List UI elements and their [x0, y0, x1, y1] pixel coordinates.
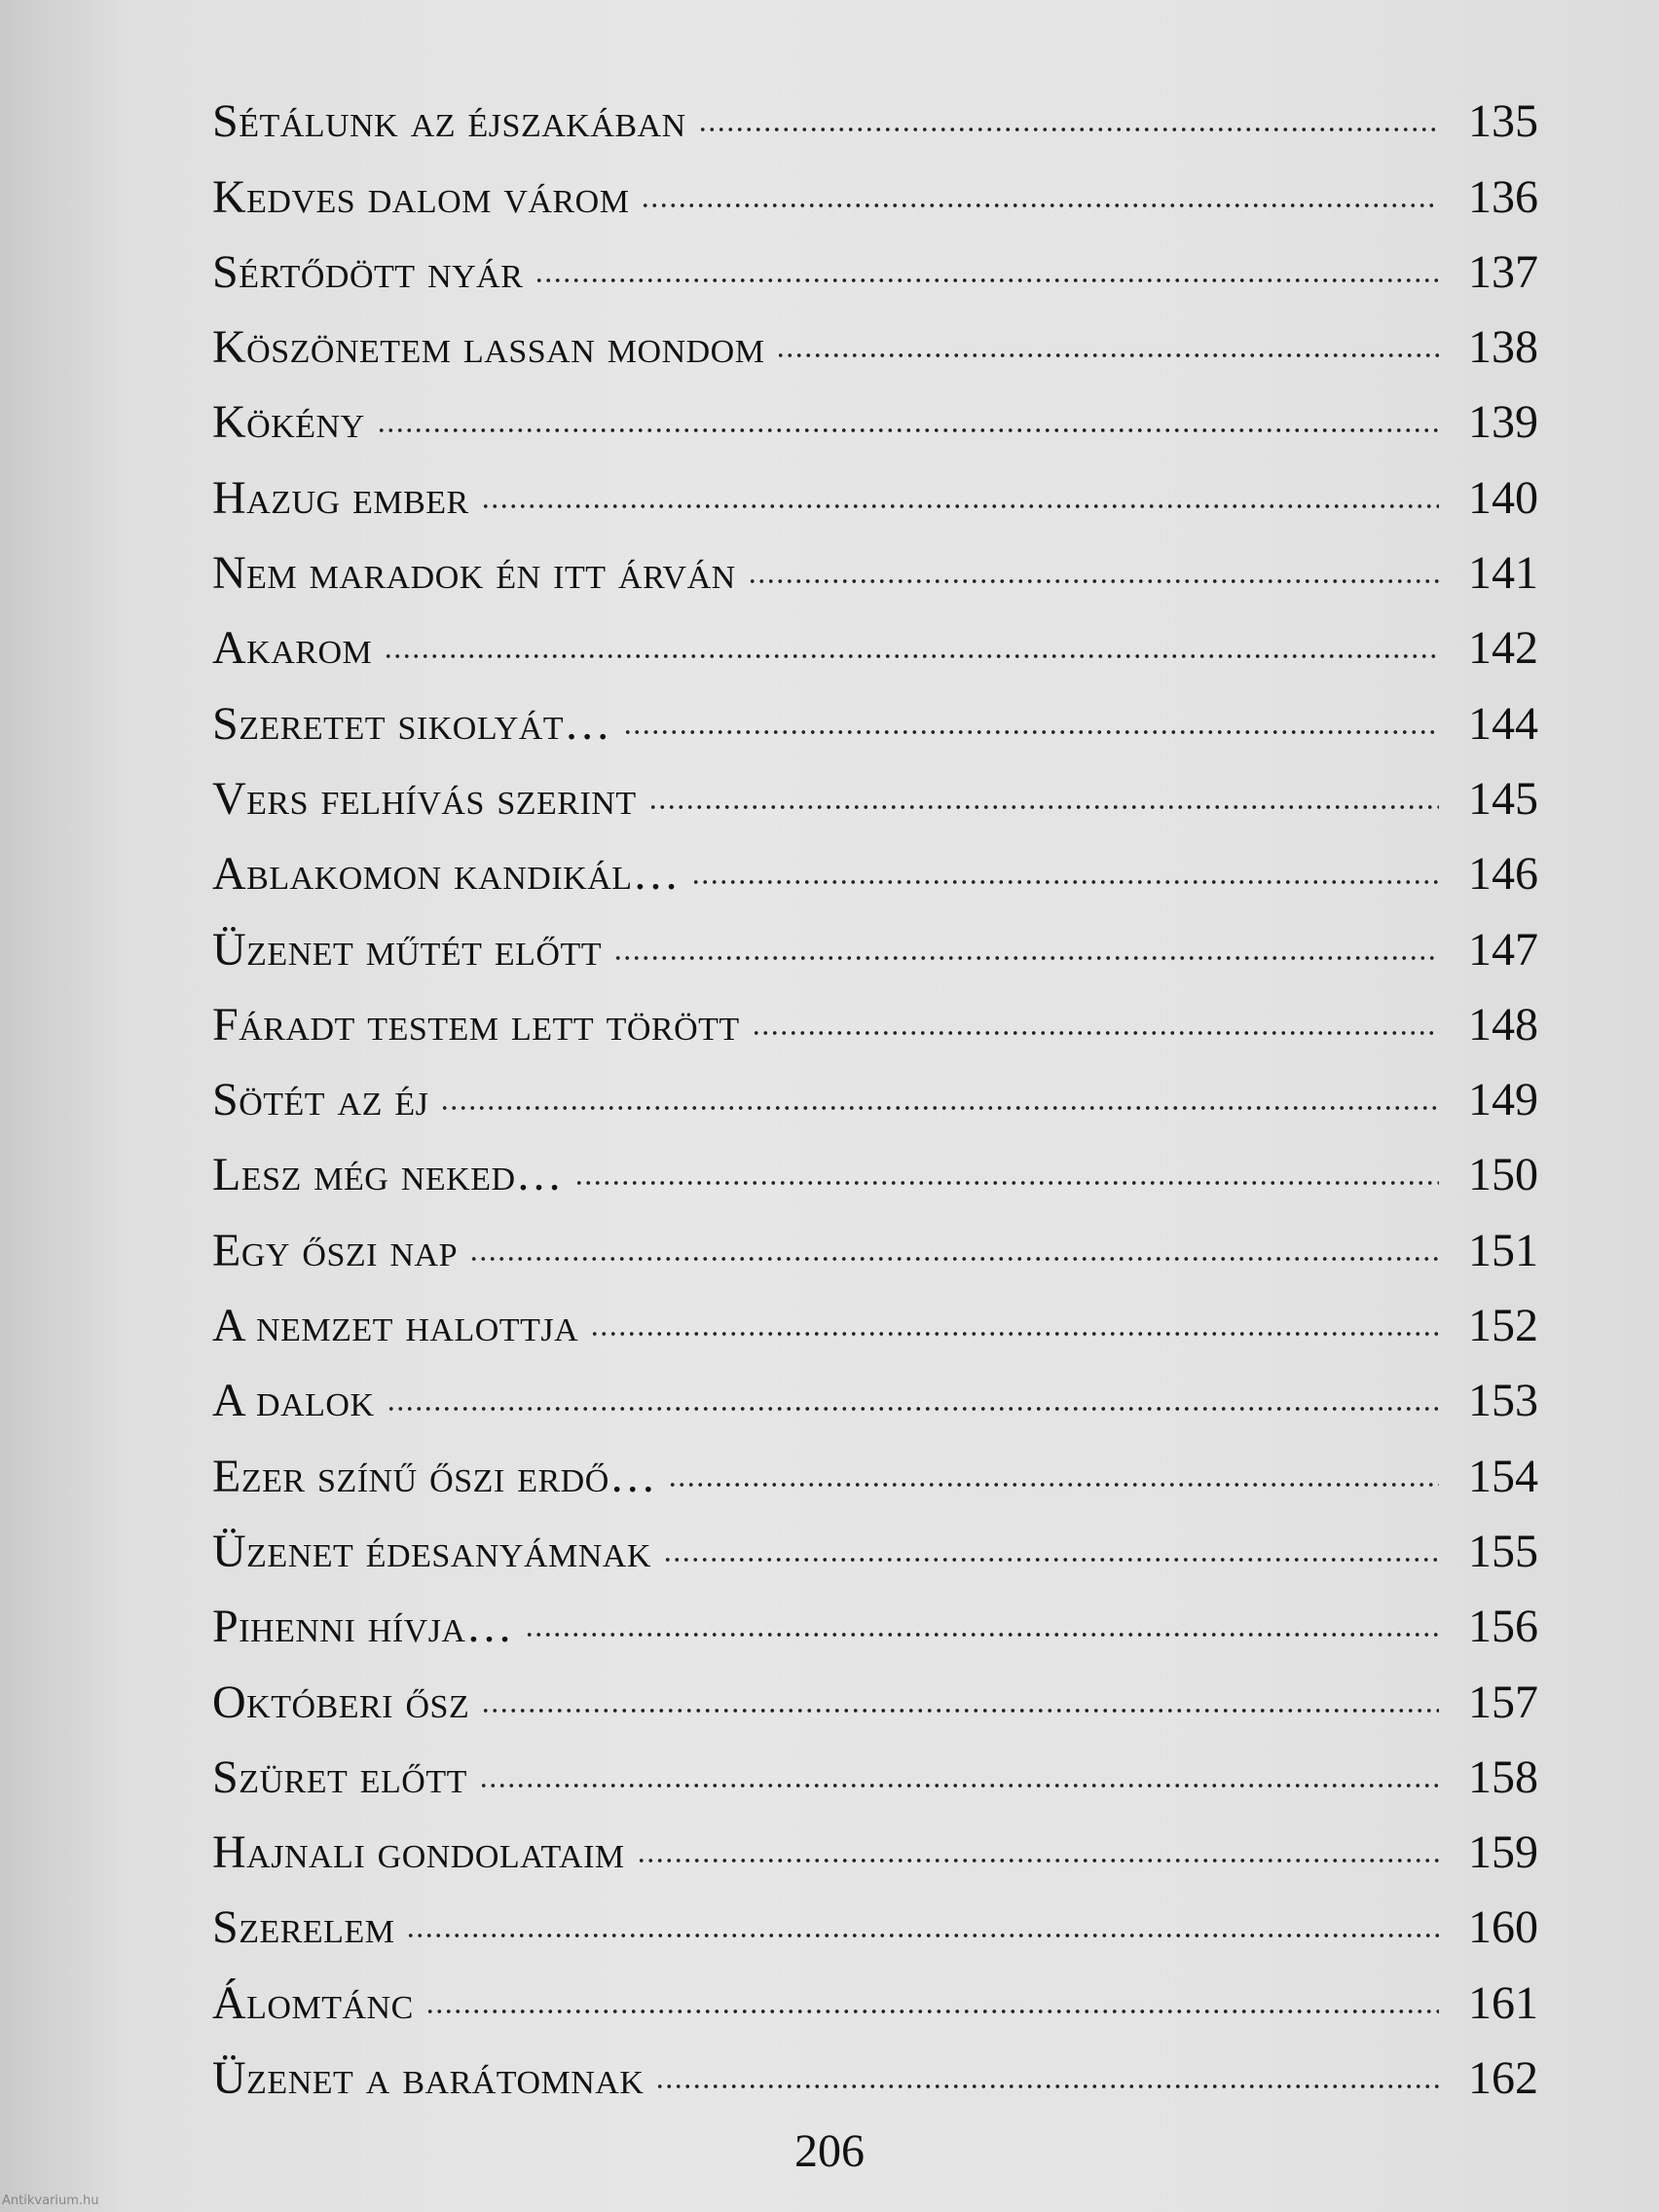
- toc-entry-page: 154: [1468, 1450, 1538, 1502]
- toc-entry-page: 149: [1468, 1074, 1538, 1126]
- toc-entry-page: 137: [1468, 245, 1538, 298]
- dot-leader: [655, 2080, 1439, 2093]
- toc-entry-title: Hazug ember: [212, 471, 469, 524]
- toc-entry-page: 158: [1468, 1751, 1538, 1803]
- toc-entry-page: 138: [1468, 321, 1538, 374]
- dot-leader: [574, 1176, 1439, 1190]
- dot-leader: [698, 123, 1439, 136]
- toc-entry-page: 157: [1468, 1676, 1538, 1728]
- toc-entry-page: 151: [1468, 1224, 1538, 1276]
- toc-entry-page: 140: [1468, 471, 1538, 524]
- toc-entry-page: 160: [1468, 1901, 1538, 1954]
- toc-entry-title: Kedves dalom várom: [212, 170, 630, 223]
- toc-entry-page: 148: [1468, 998, 1538, 1051]
- toc-entry: [212, 1424, 1538, 1502]
- toc-entry: [212, 974, 1538, 1049]
- dot-leader: [377, 424, 1439, 437]
- toc-entry: [212, 1198, 1538, 1276]
- toc-entry-title: Októberi ősz: [212, 1676, 470, 1728]
- toc-entry-title: Kökény: [212, 396, 365, 449]
- toc-entry: [212, 1876, 1538, 1954]
- toc-entry: [212, 145, 1538, 223]
- toc-entry: [212, 1951, 1538, 2029]
- toc-entry: [212, 522, 1538, 600]
- toc-entry: [212, 70, 1538, 148]
- dot-leader: [481, 1704, 1439, 1717]
- toc-entry-title: Sértődött nyár: [212, 245, 524, 298]
- toc-entry: [212, 1274, 1538, 1352]
- dot-leader: [648, 800, 1439, 814]
- toc-entry: [212, 1124, 1538, 1201]
- toc-entry: [212, 1726, 1538, 1801]
- toc-entry: [212, 748, 1538, 823]
- toc-entry-title: A nemzet halottja: [212, 1300, 579, 1352]
- dot-leader: [613, 951, 1439, 965]
- toc-entry: [212, 1650, 1538, 1728]
- toc-entry: [212, 823, 1538, 901]
- toc-entry-title: Szeretet sikolyát…: [212, 697, 611, 750]
- toc-entry-page: 153: [1468, 1375, 1538, 1427]
- toc-entry: [212, 1349, 1538, 1427]
- dot-leader: [623, 725, 1439, 739]
- toc-entry-title: Szerelem: [212, 1901, 395, 1954]
- toc-entry-title: Szüret előtt: [212, 1751, 467, 1803]
- toc-entry-page: 142: [1468, 622, 1538, 675]
- dot-leader: [535, 274, 1439, 287]
- dot-leader: [663, 1553, 1439, 1567]
- dot-leader: [776, 349, 1439, 362]
- toc-entry: [212, 446, 1538, 524]
- toc-entry-title: Nem maradok én itt árván: [212, 547, 736, 600]
- dot-leader: [641, 199, 1439, 212]
- toc-entry-title: Hajnali gondolataim: [212, 1826, 625, 1879]
- toc-entry-title: Üzenet a barátomnak: [212, 2052, 645, 2105]
- toc-entry-page: 156: [1468, 1601, 1538, 1653]
- toc-entry-page: 147: [1468, 923, 1538, 976]
- toc-entry-title: Fáradt testem lett törött: [212, 998, 740, 1051]
- toc-entry-page: 161: [1468, 1976, 1538, 2029]
- dot-leader: [440, 1101, 1439, 1115]
- dot-leader: [384, 649, 1439, 663]
- toc-entry-title: Köszönetem lassan mondom: [212, 321, 765, 374]
- toc-entry: [212, 371, 1538, 449]
- toc-entry-title: Akarom: [212, 622, 373, 675]
- dot-leader: [752, 1026, 1439, 1040]
- toc-entry-page: 135: [1468, 95, 1538, 148]
- toc-entry-page: 141: [1468, 547, 1538, 600]
- page-number: 206: [794, 2125, 865, 2177]
- dot-leader: [387, 1402, 1440, 1416]
- dot-leader: [691, 875, 1439, 889]
- toc-entry-title: Vers felhívás szerint: [212, 772, 637, 825]
- toc-entry-title: A dalok: [212, 1375, 375, 1427]
- toc-entry-page: 152: [1468, 1300, 1538, 1352]
- toc-entry-title: Sétálunk az éjszakában: [212, 95, 686, 148]
- toc-entry-page: 159: [1468, 1826, 1538, 1879]
- dot-leader: [469, 1252, 1439, 1266]
- toc-entry: [212, 1801, 1538, 1879]
- toc-entry-page: 146: [1468, 848, 1538, 901]
- toc-entry: [212, 2027, 1538, 2105]
- toc-entry: [212, 1575, 1538, 1653]
- dot-leader: [525, 1628, 1439, 1641]
- watermark: Antikvarium.hu: [2, 2194, 99, 2208]
- toc-entry-title: Ezer színű őszi erdő…: [212, 1450, 657, 1502]
- toc-entry: [212, 672, 1538, 750]
- dot-leader: [748, 574, 1439, 588]
- dot-leader: [668, 1478, 1439, 1492]
- dot-leader: [479, 1779, 1439, 1792]
- toc-entry: [212, 221, 1538, 296]
- toc-entry-title: Sötét az éj: [212, 1074, 429, 1126]
- toc-entry-page: 150: [1468, 1149, 1538, 1201]
- table-of-contents: [212, 70, 1538, 2105]
- toc-entry-title: Álomtánc: [212, 1976, 414, 2029]
- toc-entry-title: Üzenet műtét előtt: [212, 923, 603, 976]
- dot-leader: [637, 1854, 1439, 1867]
- dot-leader: [425, 2005, 1439, 2018]
- toc-entry-page: 139: [1468, 396, 1538, 449]
- toc-entry: [212, 898, 1538, 976]
- toc-entry-page: 155: [1468, 1525, 1538, 1577]
- toc-entry: [212, 1049, 1538, 1124]
- toc-entry-title: Ablakomon kandikál…: [212, 848, 681, 901]
- toc-entry-page: 162: [1468, 2052, 1538, 2105]
- toc-entry: [212, 1500, 1538, 1575]
- toc-entry-page: 136: [1468, 170, 1538, 223]
- toc-entry-page: 145: [1468, 772, 1538, 825]
- toc-entry: [212, 597, 1538, 675]
- toc-entry-title: Lesz még neked…: [212, 1149, 564, 1201]
- dot-leader: [481, 499, 1439, 513]
- dot-leader: [406, 1929, 1439, 1942]
- toc-entry-title: Üzenet édesanyámnak: [212, 1525, 651, 1577]
- dot-leader: [590, 1327, 1439, 1341]
- toc-entry-title: Pihenni hívja…: [212, 1601, 513, 1653]
- toc-entry-title: Egy őszi nap: [212, 1224, 458, 1276]
- toc-entry: [212, 296, 1538, 374]
- toc-entry-page: 144: [1468, 697, 1538, 750]
